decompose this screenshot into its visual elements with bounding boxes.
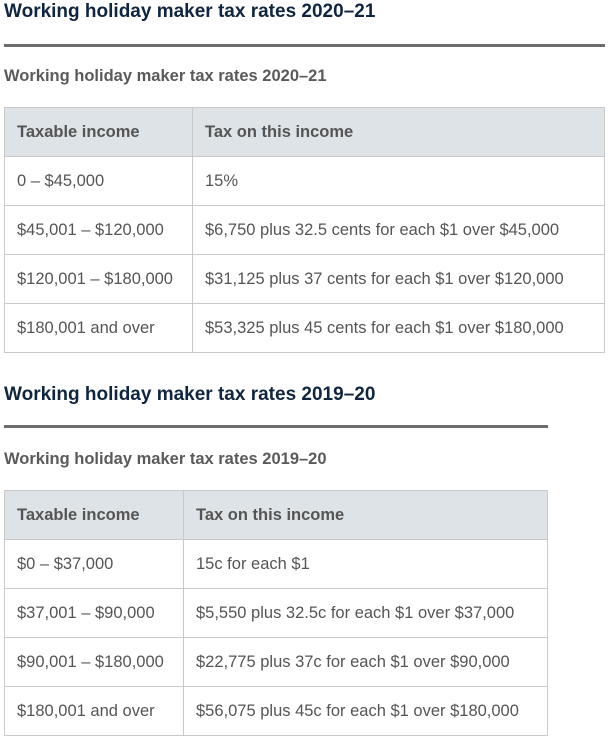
table-row (5, 206, 605, 255)
table-header-row (5, 108, 605, 157)
taxable-income-cell: $0 – $37,000 (5, 540, 184, 589)
divider (4, 44, 605, 47)
tax-rates-2020-21-section (4, 0, 605, 353)
table-header-row (5, 491, 548, 540)
taxable-income-cell: 0 – $45,000 (5, 157, 193, 206)
tax-cell: $56,075 plus 45c for each $1 over $180,000 (184, 687, 548, 736)
tax-cell: $31,125 plus 37 cents for each $1 over $120,000 (193, 255, 605, 304)
taxable-income-cell: $120,001 – $180,000 (5, 255, 193, 304)
taxable-income-cell: $180,001 and over (5, 687, 184, 736)
column-header-tax-on-income: Tax on this income (184, 491, 548, 540)
table-row (5, 540, 548, 589)
taxable-income-cell: $45,001 – $120,000 (5, 206, 193, 255)
tax-rates-table (4, 490, 548, 736)
taxable-income-cell: $180,001 and over (5, 304, 193, 353)
table-row (5, 255, 605, 304)
tax-cell: $53,325 plus 45 cents for each $1 over $180,000 (193, 304, 605, 353)
column-header-taxable-income: Taxable income (5, 108, 193, 157)
table-row (5, 589, 548, 638)
table-caption: Working holiday maker tax rates 2019–20 (4, 450, 327, 468)
column-header-tax-on-income: Tax on this income (193, 108, 605, 157)
section-heading: Working holiday maker tax rates 2019–20 (4, 384, 376, 405)
tax-cell: $5,550 plus 32.5c for each $1 over $37,000 (184, 589, 548, 638)
tax-cell: 15% (193, 157, 605, 206)
tax-cell: $22,775 plus 37c for each $1 over $90,000 (184, 638, 548, 687)
tax-rates-2019-20-section (4, 383, 548, 736)
tax-cell: 15c for each $1 (184, 540, 548, 589)
table-row (5, 157, 605, 206)
table-row (5, 687, 548, 736)
tax-rates-table (4, 107, 605, 353)
tax-cell: $6,750 plus 32.5 cents for each $1 over $45,000 (193, 206, 605, 255)
divider (4, 425, 548, 428)
table-row (5, 304, 605, 353)
taxable-income-cell: $90,001 – $180,000 (5, 638, 184, 687)
column-header-taxable-income: Taxable income (5, 491, 184, 540)
section-heading: Working holiday maker tax rates 2020–21 (4, 1, 376, 22)
table-caption: Working holiday maker tax rates 2020–21 (4, 67, 327, 85)
table-row (5, 638, 548, 687)
taxable-income-cell: $37,001 – $90,000 (5, 589, 184, 638)
